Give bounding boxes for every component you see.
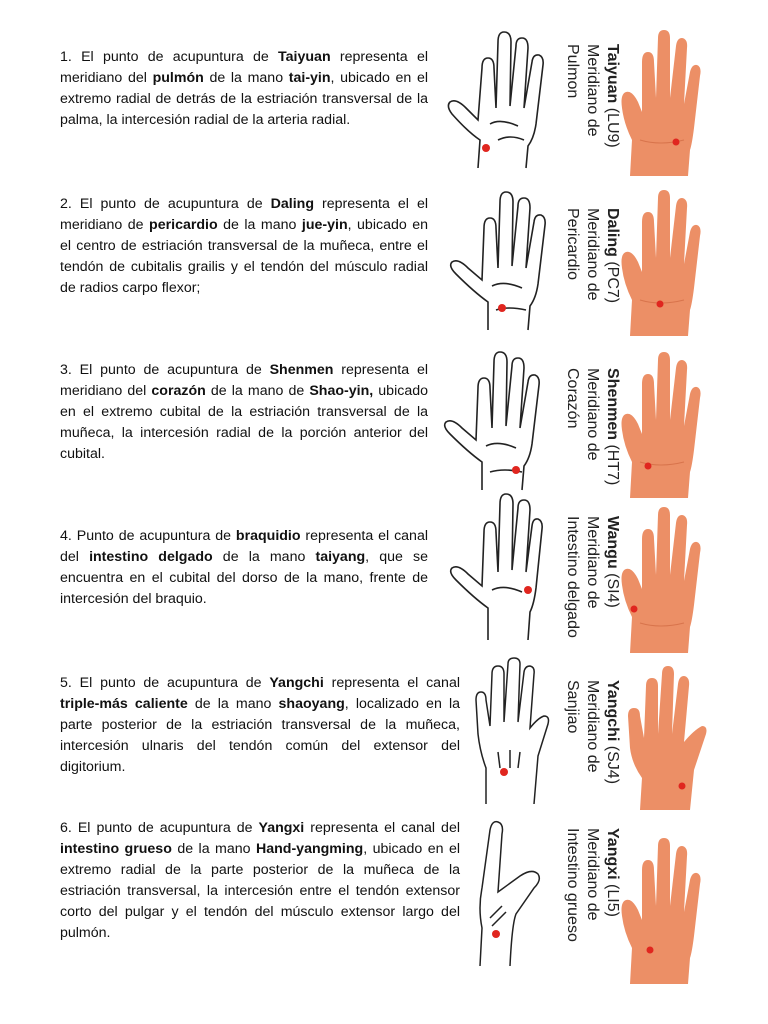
text-run: de la mano xyxy=(171,841,256,857)
point-code: (LU9) xyxy=(604,103,621,148)
text-run: , ubicado en el centro de estriación transversal de la muñeca, entre el tendón de cubitalis grailis y el tendón del músculo radial de radios carpo flexor; xyxy=(60,217,428,296)
point-label xyxy=(562,208,622,358)
palm-sketch xyxy=(438,492,548,642)
point-term: Taiyuan xyxy=(278,49,331,65)
palm-sketch xyxy=(438,350,548,495)
organ-term: pulmón xyxy=(152,70,204,86)
text-run: , ubicado en el extremo radial de la parte posterior de la muñeca de la estriación transversal, la intercesión entre el tendón extensor corto del pulgar y el tendón del músculo extensor largo del pulmón. xyxy=(60,841,460,941)
entry-description xyxy=(60,673,460,778)
entry-number: 2. xyxy=(60,196,72,212)
point-term: Yangchi xyxy=(269,675,324,691)
organ-term: intestino delgado xyxy=(89,549,213,565)
text-run: representa el canal del xyxy=(304,820,460,836)
text-run: de la mano xyxy=(212,549,316,565)
entry-number: 3. xyxy=(60,362,72,378)
meridian-label: Meridiano de xyxy=(584,680,601,773)
channel-term: shaoyang xyxy=(278,696,345,712)
meridian-label: Meridiano de xyxy=(584,368,601,461)
channel-term: taiyang xyxy=(315,549,366,565)
hand-photo xyxy=(620,28,702,176)
meridian-name: Pericardio xyxy=(564,208,581,281)
point-term: Yangxi xyxy=(258,820,305,836)
text-run: representa el canal del xyxy=(60,528,428,565)
text-run: de la mano xyxy=(187,696,279,712)
meridian-name: Intestino grueso xyxy=(564,828,581,942)
point-name: Wangu xyxy=(604,516,621,569)
channel-term: tai-yin xyxy=(288,70,331,86)
entry-description xyxy=(60,194,428,299)
point-name: Daling xyxy=(604,208,621,257)
palm-sketch xyxy=(438,28,548,173)
text-run: representa el meridiano del xyxy=(60,49,428,86)
organ-term: intestino grueso xyxy=(60,841,172,857)
point-code: (SJ4) xyxy=(604,741,621,785)
text-run: representa el meridiano del xyxy=(60,362,428,399)
entry-number: 5. xyxy=(60,675,72,691)
channel-term: Hand-yangming xyxy=(255,841,364,857)
meridian-label: Meridiano de xyxy=(584,828,601,921)
point-label xyxy=(562,516,622,666)
entry-description xyxy=(60,526,428,610)
meridian-name: Pulmon xyxy=(564,44,581,99)
text-run: ubicado en el extremo cubital de la estriación transversal de la muñeca, la intercesión radial de la porción anterior del cubital. xyxy=(60,383,428,462)
text-run: El punto de acupuntura de xyxy=(71,362,270,378)
channel-term: Shao-yin, xyxy=(309,383,374,399)
hand-photo xyxy=(620,505,702,653)
point-name: Taiyuan xyxy=(604,44,621,104)
point-term: Daling xyxy=(270,196,315,212)
hand-photo xyxy=(620,350,702,498)
point-name: Yangchi xyxy=(604,680,621,742)
meridian-label: Meridiano de xyxy=(584,208,601,301)
text-run: El punto de acupuntura de xyxy=(71,49,279,65)
meridian-name: Sanjiao xyxy=(564,680,581,734)
text-run: , que se encuentra en el cubital del dorso de la mano, frente de intercesión del braquio. xyxy=(60,549,428,607)
meridian-label: Meridiano de xyxy=(584,516,601,609)
meridian-label: Meridiano de xyxy=(584,44,601,137)
entry-description xyxy=(60,360,428,465)
text-run: El punto de acupuntura de xyxy=(71,820,259,836)
text-run: de la mano xyxy=(217,217,302,233)
text-run: Punto de acupuntura de xyxy=(71,528,236,544)
hand-photo xyxy=(620,836,702,984)
entry-number: 4. xyxy=(60,528,72,544)
entry-number: 1. xyxy=(60,49,72,65)
text-run: El punto de acupuntura de xyxy=(71,196,271,212)
point-label xyxy=(562,828,622,978)
entry-description xyxy=(60,818,460,944)
point-code: (LI5) xyxy=(604,879,621,917)
meridian-name: Intestino delgado xyxy=(564,516,581,638)
point-code: (HT7) xyxy=(604,440,621,486)
text-run: El punto de acupuntura de xyxy=(71,675,270,691)
text-run: , ubicado en el extremo radial de detrás de la estriación transversal de la palma, la intercesión radial de la arteria radial. xyxy=(60,70,428,128)
organ-term: corazón xyxy=(151,383,206,399)
point-code: (SI4) xyxy=(604,568,621,608)
hand-photo xyxy=(620,660,710,810)
organ-term: triple-más caliente xyxy=(60,696,188,712)
point-name: Yangxi xyxy=(604,828,621,880)
point-term: braquidio xyxy=(235,528,301,544)
text-run: representa el el meridiano de xyxy=(60,196,428,233)
point-label xyxy=(562,44,622,194)
meridian-name: Corazón xyxy=(564,368,581,429)
palm-sketch xyxy=(438,190,548,335)
entry-description xyxy=(60,47,428,131)
text-run: de la mano de xyxy=(205,383,310,399)
point-label xyxy=(562,680,622,830)
text-run: representa el canal xyxy=(323,675,460,691)
point-label xyxy=(562,368,622,518)
point-term: Shenmen xyxy=(269,362,334,378)
text-run: de la mano xyxy=(203,70,289,86)
channel-term: jue-yin xyxy=(301,217,348,233)
hand-photo xyxy=(620,188,702,336)
organ-term: pericardio xyxy=(149,217,218,233)
point-code: (PC7) xyxy=(604,256,621,304)
entry-number: 6. xyxy=(60,820,72,836)
text-run: , localizado en la parte posterior de la estriación transversal de la muñeca, intercesión ulnaris del tendón común del extensor del digitorium. xyxy=(60,696,460,775)
point-name: Shenmen xyxy=(604,368,621,441)
